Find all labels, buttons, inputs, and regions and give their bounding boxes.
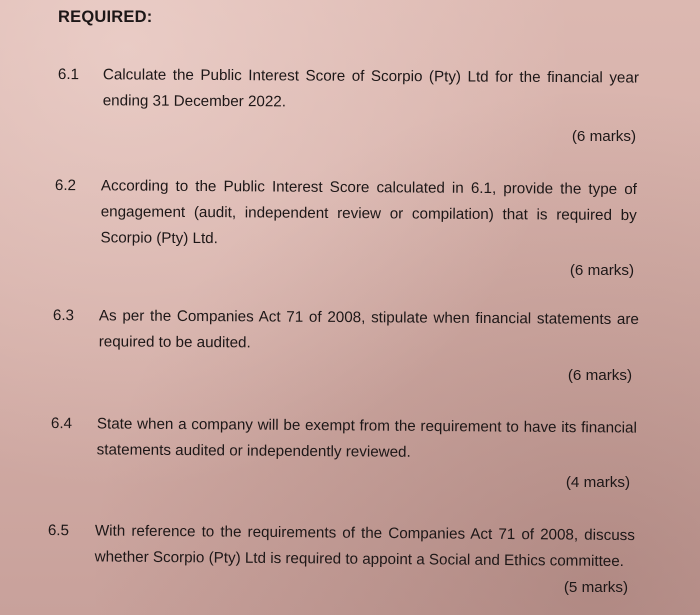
question-number: 6.2 (54, 176, 77, 195)
question-text: Calculate the Public Interest Score of Scorpio (Pty) Ltd for the financial year ending 31 December 2022. (102, 66, 639, 111)
question-number: 6.4 (50, 414, 73, 433)
question-6-2-marks: (6 marks) (569, 262, 634, 279)
question-text: With reference to the requirements of the Companies Act 71 of 2008, discuss whether Scorpio (Pty) Ltd is required to appoint a Social and Ethics committee. (94, 522, 635, 571)
question-text: According to the Public Interest Score calculated in 6.1, provide the type of engagement (audit, independent review or compilation) that is required by Scorpio (Pty) Ltd. (100, 177, 637, 248)
question-6-3-marks: (6 marks) (567, 367, 632, 384)
question-6-5-marks: (5 marks) (563, 579, 628, 596)
question-text: State when a company will be exempt from the requirement to have its financial statements audited or independently reviewed. (96, 415, 637, 461)
question-text: As per the Companies Act 71 of 2008, stipulate when financial statements are required to be audited. (98, 307, 639, 352)
question-number: 6.3 (52, 306, 75, 325)
question-number: 6.5 (47, 521, 70, 540)
question-number: 6.1 (57, 65, 80, 84)
section-heading: REQUIRED: (58, 8, 153, 26)
question-6-1-marks: (6 marks) (571, 128, 636, 145)
question-6-4-marks: (4 marks) (565, 474, 630, 491)
